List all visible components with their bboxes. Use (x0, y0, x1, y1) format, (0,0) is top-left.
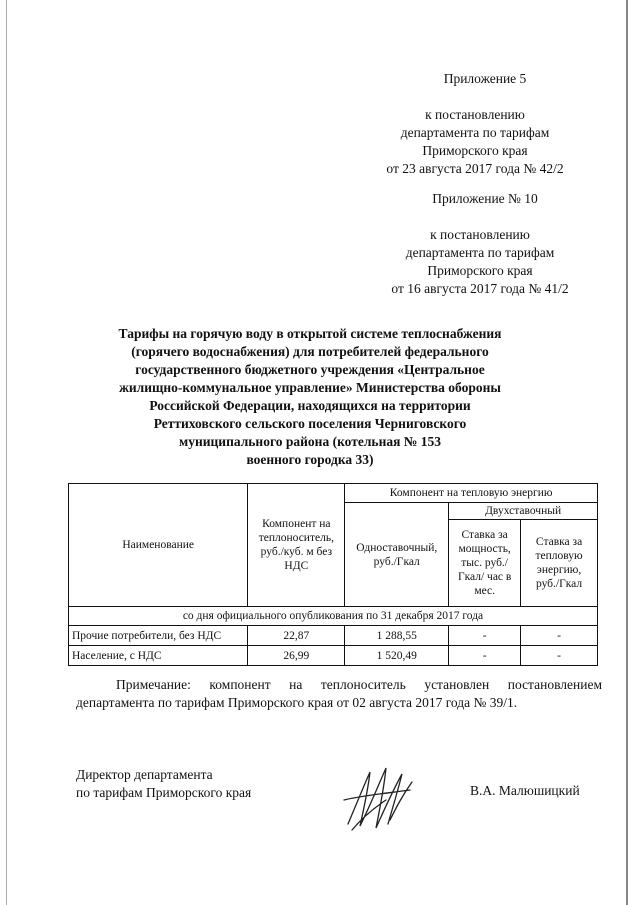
row-single: 1 520,49 (345, 646, 449, 666)
table-header-row (69, 484, 598, 503)
appendix-10-line3: Приморского края (427, 263, 533, 278)
title-line: (горячего водоснабжения) для потребителей федерального (131, 344, 489, 359)
header-name: Наименование (69, 484, 248, 607)
appendix-10-line4: от 16 августа 2017 года № 41/2 (391, 281, 569, 296)
signature-position-line1: Директор департамента (76, 767, 213, 782)
row-capacity: - (449, 646, 521, 666)
row-carrier: 26,99 (248, 646, 345, 666)
row-single: 1 288,55 (345, 626, 449, 646)
note-line1: Примечание: компонент на теплоноситель установлен постановлением (116, 677, 602, 692)
appendix-5-header (400, 70, 570, 88)
row-carrier: 22,87 (248, 626, 345, 646)
tariff-table (68, 483, 598, 666)
table-row (69, 626, 598, 646)
document-title (100, 325, 520, 469)
title-line: Тарифы на горячую воду в открытой системе теплоснабжения (118, 326, 502, 341)
header-capacity-rate: Ставка за мощность, тыс. руб./Гкал/ час в мес. (449, 520, 521, 607)
appendix-10-header (400, 190, 570, 208)
header-energy-rate: Ставка за тепловую энергию, руб./Гкал (521, 520, 598, 607)
row-name: Прочие потребители, без НДС (69, 626, 248, 646)
appendix-5-reference (360, 106, 590, 178)
table-row (69, 646, 598, 666)
title-line: жилищно-коммунальное управление» Министерства обороны (119, 380, 501, 395)
appendix-5-line1: к постановлению (425, 107, 525, 122)
row-name: Население, с НДС (69, 646, 248, 666)
appendix-5-line4: от 23 августа 2017 года № 42/2 (386, 161, 564, 176)
appendix-5-title: Приложение 5 (443, 71, 527, 86)
title-line: муниципального района (котельная № 153 (179, 434, 441, 449)
appendix-10-title: Приложение № 10 (432, 191, 538, 206)
note-line2: департамента по тарифам Приморского края от 02 августа 2017 года № 39/1. (76, 695, 518, 710)
title-line: военного городка 33) (246, 452, 374, 467)
title-line: государственного бюджетного учреждения «Центральное (135, 362, 485, 377)
appendix-10-line2: департамента по тарифам (405, 245, 555, 260)
appendix-5-line2: департамента по тарифам (400, 125, 550, 140)
title-line: Реттиховского сельского поселения Черниговского (153, 416, 467, 431)
period-cell: со дня официального опубликования по 31 декабря 2017 года (69, 607, 598, 626)
handwritten-signature (340, 760, 420, 835)
signature-position (76, 766, 326, 802)
header-single-rate: Одноставочный, руб./Гкал (345, 503, 449, 607)
header-energy-group: Компонент на тепловую энергию (345, 484, 598, 503)
row-capacity: - (449, 626, 521, 646)
note-paragraph (76, 676, 602, 712)
appendix-5-line3: Приморского края (422, 143, 528, 158)
title-line: Российской Федерации, находящихся на территории (149, 398, 471, 413)
table-period-row (69, 607, 598, 626)
header-two-part: Двухставочный (449, 503, 598, 520)
appendix-10-reference (360, 226, 600, 298)
signature-name: В.А. Малюшицкий (470, 783, 580, 798)
header-carrier: Компонент на теплоноситель, руб./куб. м без НДС (248, 484, 345, 607)
row-energy: - (521, 626, 598, 646)
signature-position-line2: по тарифам Приморского края (76, 785, 252, 800)
scan-edge-right (626, 0, 628, 905)
appendix-10-line1: к постановлению (430, 227, 530, 242)
scan-edge-left (6, 0, 7, 905)
row-energy: - (521, 646, 598, 666)
